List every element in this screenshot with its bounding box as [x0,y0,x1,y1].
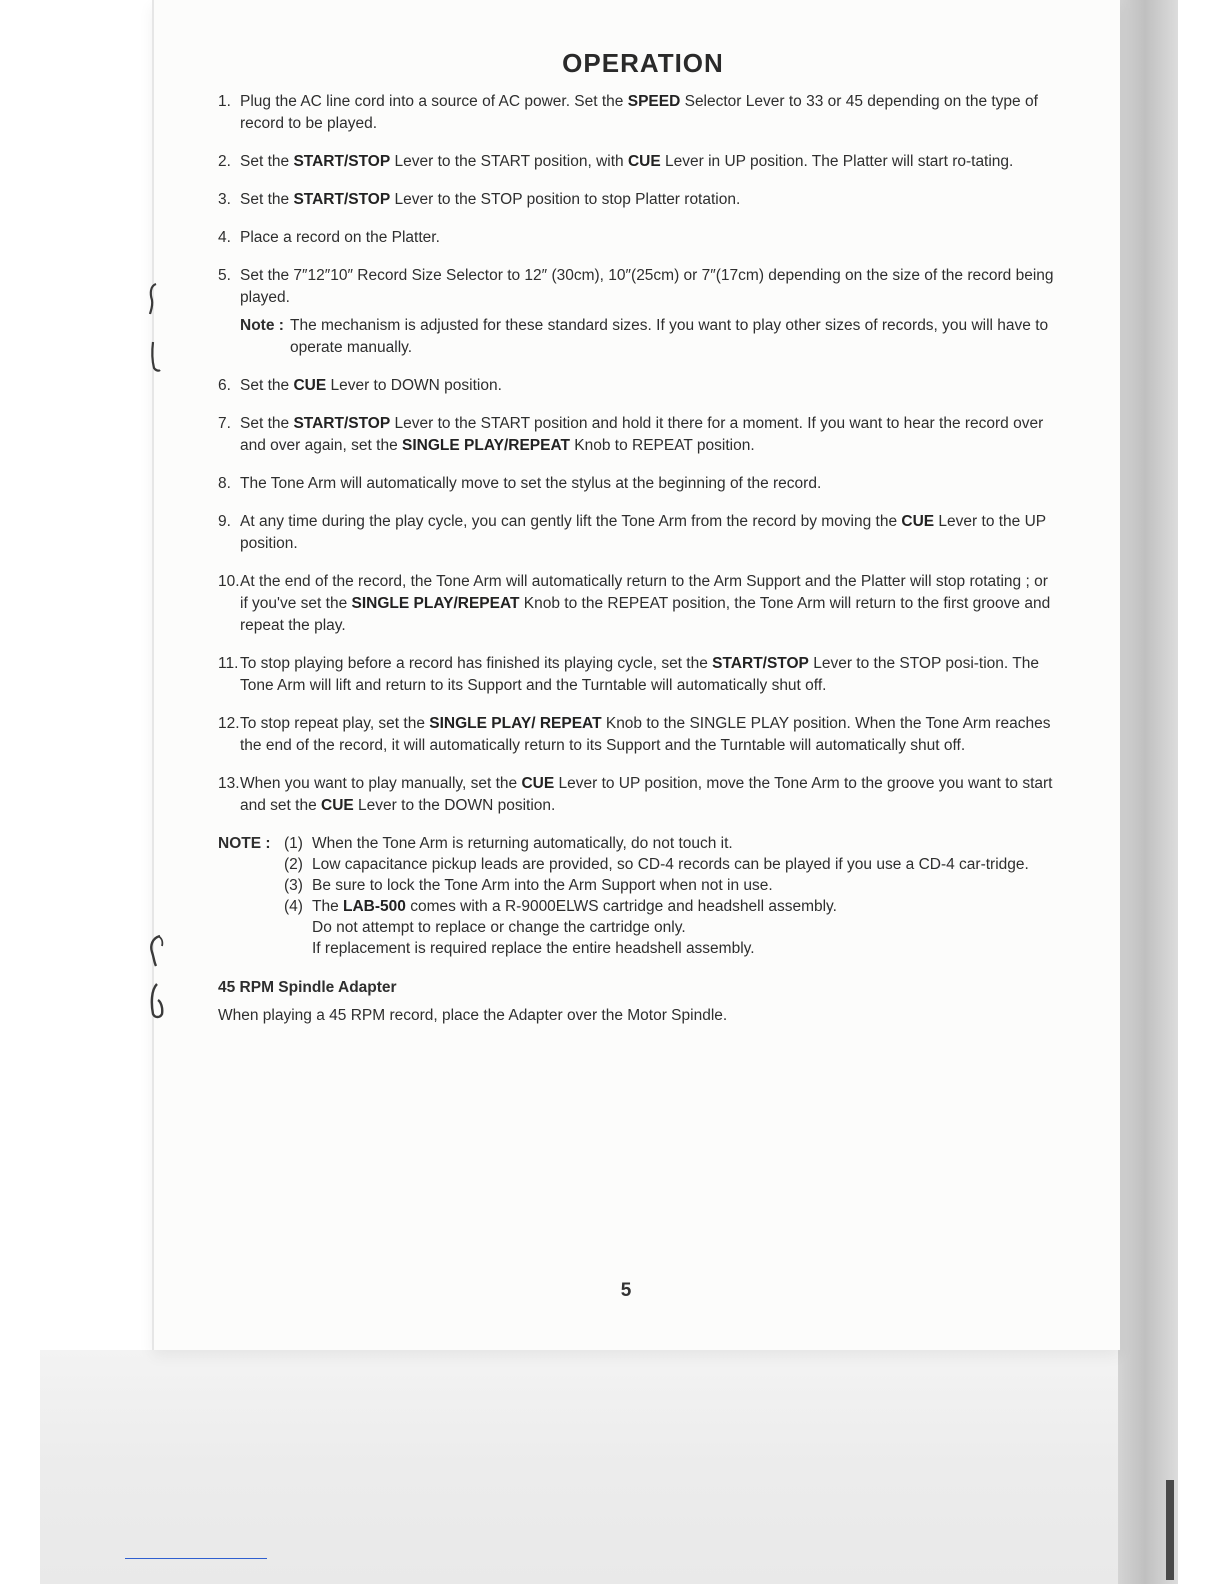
operation-step [218,653,1058,697]
bold-term: SINGLE PLAY/REPEAT [402,437,570,454]
step-text: Set the START/STOP Lever to the STOP position to stop Platter rotation. [240,191,741,208]
adapter-body: When playing a 45 RPM record, place the Adapter over the Motor Spindle. [218,1007,728,1024]
page-number-wrapper [0,1280,1224,1302]
note-item [284,875,1058,896]
step-number: 10. [218,573,240,590]
bold-term: SINGLE PLAY/ REPEAT [429,715,602,732]
step-number: 11. [218,655,239,672]
operation-step [218,91,1058,135]
step-text: At any time during the play cycle, you can gently lift the Tone Arm from the record by moving the CUE Lever to the UP position. [240,513,1046,552]
step-number: 12. [218,715,240,732]
bold-term: SPEED [627,93,681,110]
adapter-heading: 45 RPM Spindle Adapter [218,979,397,996]
step-text: To stop repeat play, set the SINGLE PLAY/ REPEAT Knob to the SINGLE PLAY position. When the Tone Arm reaches the end of the record, it will automatically return to its Support and the Turntable will automatically shut off. [240,715,1051,754]
note-item-number: (1) [284,835,303,852]
notes-section [218,833,1058,959]
note-item-text: Low capacitance pickup leads are provided, so CD-4 records can be played if you use a CD-4 car-tridge. [312,856,1029,873]
step-number: 9. [218,513,231,530]
step-number: 6. [218,377,231,394]
note-item-text: Be sure to lock the Tone Arm into the Arm Support when not in use. [312,877,773,894]
note-item-text: The LAB-500 comes with a R-9000ELWS cartridge and headshell assembly. Do not attempt to replace or change the cartridge only. If replacement is required replace the entire headshell assembly. [312,898,837,957]
operation-step [218,511,1058,555]
note-item-text: When the Tone Arm is returning automatically, do not touch it. [312,835,733,852]
step-number: 8. [218,475,231,492]
step-text: Place a record on the Platter. [240,229,440,246]
operation-step [218,473,1058,495]
note-item [284,896,1058,959]
page-underside [40,1350,1170,1584]
step-text: Plug the AC line cord into a source of AC power. Set the SPEED Selector Lever to 33 or 45 depending on the type of record to be played. [240,93,1038,132]
step-text: At the end of the record, the Tone Arm will automatically return to the Arm Support and the Platter will stop rotating ; or if you've set the SINGLE PLAY/REPEAT Knob to the REPEAT position, the Tone Arm will return to the first groove and repeat the play. [240,573,1051,634]
operation-step [218,773,1058,817]
page-content [218,48,1058,1025]
note-item-number: (2) [284,856,303,873]
scan-underline-mark [125,1558,267,1559]
bold-term: SINGLE PLAY/REPEAT [351,595,520,612]
bold-term: START/STOP [293,153,391,170]
step-number: 2. [218,153,231,170]
operation-step [218,713,1058,757]
operation-step [218,189,1058,211]
step-number: 1. [218,93,231,110]
bold-term: CUE [521,775,555,792]
page-number: 5 [620,1280,632,1301]
step-text: The Tone Arm will automatically move to set the stylus at the beginning of the record. [240,475,822,492]
step-text: Set the 7″12″10″ Record Size Selector to 12″ (30cm), 10″(25cm) or 7″(17cm) depending on the size of the record being played. Note : The mechanism is adjusted for these standard sizes. If you want to play other sizes of records, you will have to operate manually. [240,265,1058,359]
note-item-number: (3) [284,877,303,894]
operation-step [218,375,1058,397]
operation-steps-list [218,91,1058,817]
bold-term: START/STOP [293,191,391,208]
operation-step [218,571,1058,637]
page-edge-shadow [1118,0,1178,1584]
bold-term: CUE [901,513,935,530]
binder-clip-icon [146,282,160,316]
step-number: 13. [218,775,240,792]
step-text: When you want to play manually, set the CUE Lever to UP position, move the Tone Arm to the groove you want to start and set the CUE Lever to the DOWN position. [240,775,1053,814]
binder-clip-icon [148,982,166,1020]
step-text: Set the CUE Lever to DOWN position. [240,377,502,394]
step-note [240,315,1058,359]
note-item [284,854,1058,875]
step-number: 3. [218,191,231,208]
bold-term: CUE [321,797,354,814]
binder-clip-icon [146,932,166,968]
step-number: 5. [218,267,231,284]
binder-clip-icon [148,340,162,374]
operation-step [218,413,1058,457]
bold-term: CUE [627,153,661,170]
operation-step [218,151,1058,173]
bold-term: CUE [293,377,327,394]
note-item [284,833,1058,854]
bold-term: LAB-500 [343,898,406,915]
operation-step [218,227,1058,249]
step-text: To stop playing before a record has finished its playing cycle, set the START/STOP Lever to the STOP posi-tion. The Tone Arm will lift and return to its Support and the Turntable will automatically shut off. [240,655,1039,694]
step-text: Set the START/STOP Lever to the START position, with CUE Lever in UP position. The Platter will start ro-tating. [240,153,1014,170]
operation-step [218,265,1058,359]
step-text: Set the START/STOP Lever to the START position and hold it there for a moment. If you want to hear the record over and over again, set the SINGLE PLAY/REPEAT Knob to REPEAT position. [240,415,1044,454]
step-number: 7. [218,415,231,432]
bold-term: START/STOP [293,415,391,432]
notes-list [284,833,1058,959]
note-label: Note : [240,317,284,334]
page-title: OPERATION [562,48,724,78]
page-edge-dark-mark [1166,1480,1174,1580]
note-text: The mechanism is adjusted for these standard sizes. If you want to play other sizes of records, you will have to operate manually. [290,317,1049,356]
note-item-number: (4) [284,898,303,915]
step-number: 4. [218,229,231,246]
bold-term: START/STOP [712,655,809,672]
notes-label: NOTE : [218,835,271,852]
